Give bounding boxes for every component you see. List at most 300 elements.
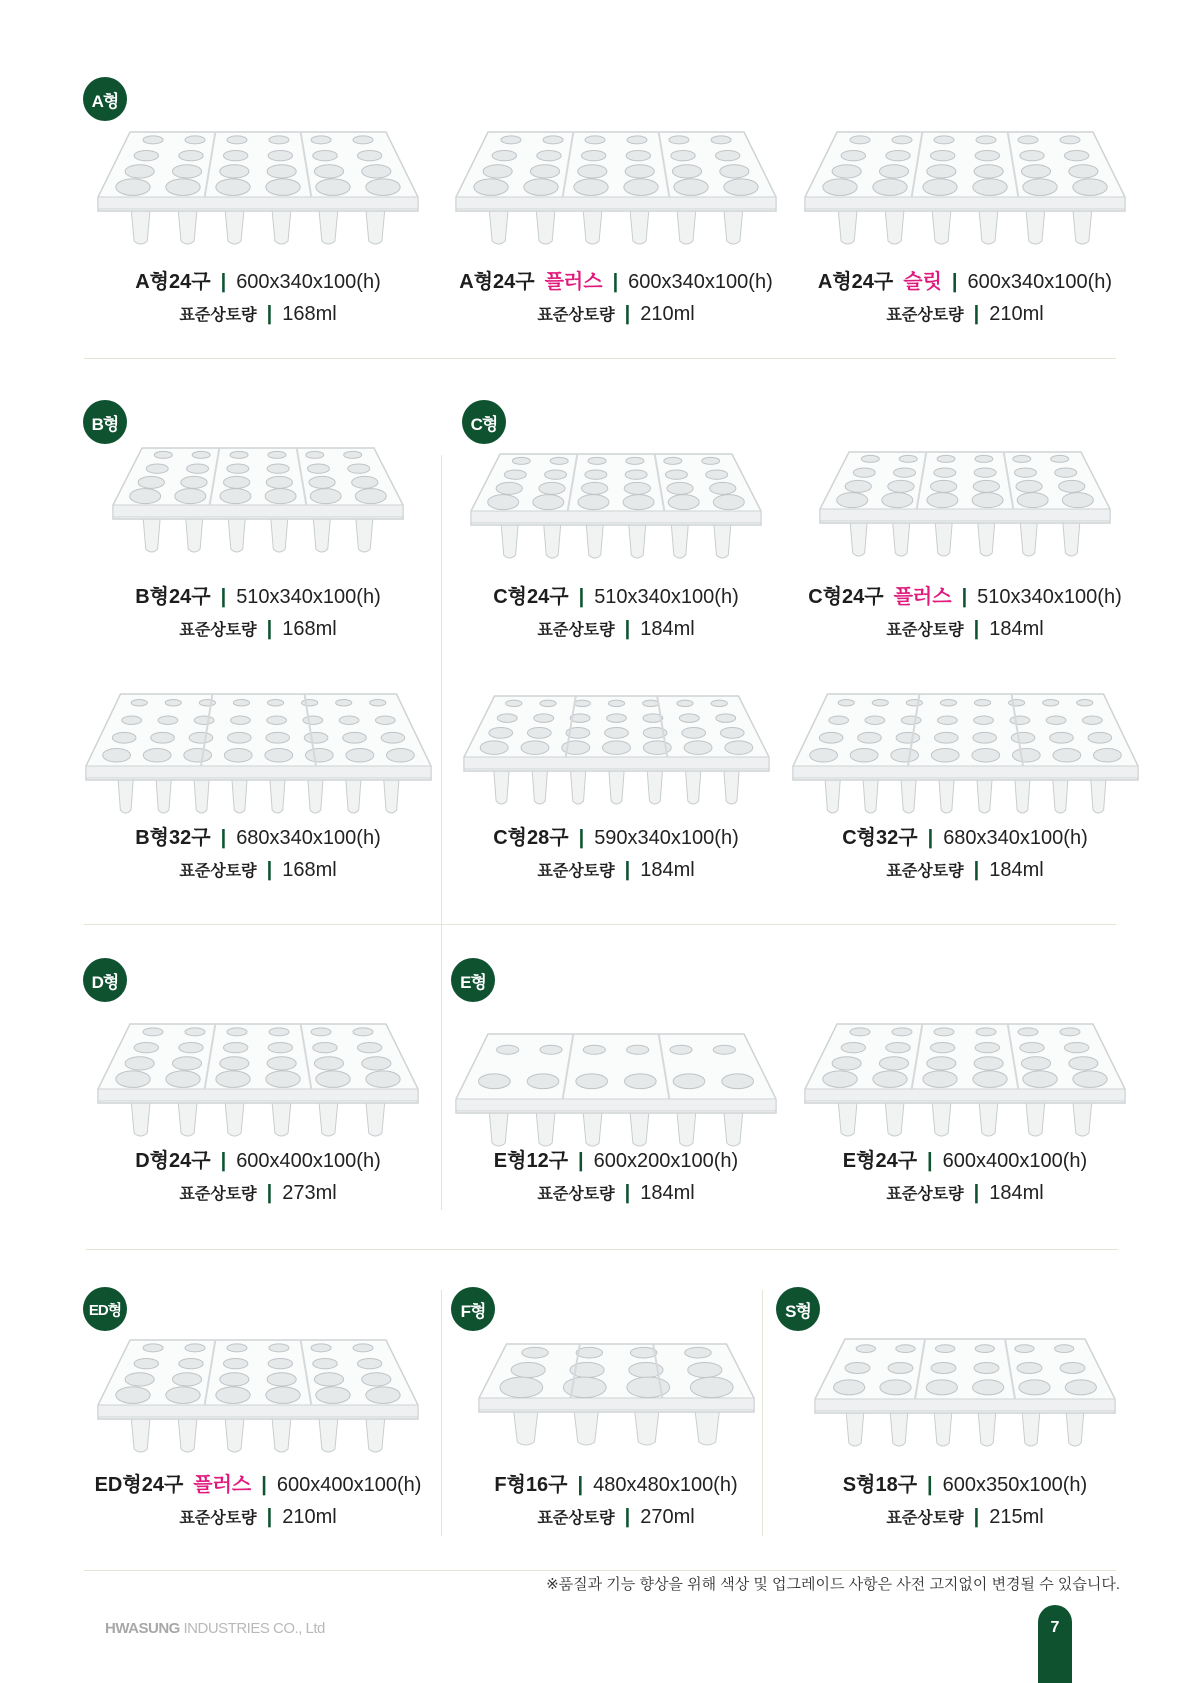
separator: |: [973, 618, 980, 640]
product-name: E형12구: [493, 1150, 569, 1172]
tray-cell: [974, 1363, 999, 1374]
product-name: C형28구: [493, 827, 569, 849]
tray-cell: [227, 1344, 247, 1352]
separator: |: [266, 859, 273, 881]
tray-cell: [934, 732, 958, 743]
tray-cell: [116, 179, 150, 196]
tray-cell: [931, 1363, 956, 1374]
tray-cell: [316, 1071, 350, 1088]
product-dimensions: 600x400x100(h): [236, 1150, 381, 1172]
tray-cell: [216, 1387, 250, 1404]
tray-cell: [185, 1028, 205, 1036]
tray-cell: [720, 727, 744, 738]
tray-cell: [530, 165, 559, 178]
tray-cell: [581, 150, 605, 160]
tray-cell: [533, 495, 564, 510]
product-variant: 플러스: [893, 586, 952, 608]
tray-cell: [563, 1377, 606, 1398]
standard-soil-label: 표준상토량: [886, 622, 964, 639]
tray-cell: [684, 741, 712, 755]
tray-cell: [927, 165, 956, 178]
tray-image: [795, 1020, 1135, 1141]
tray-cell: [266, 476, 292, 488]
tray-cell: [479, 1074, 511, 1089]
tray-cell: [521, 741, 549, 755]
tray-cell: [667, 482, 693, 494]
tray-cell: [125, 1373, 154, 1386]
soil-volume: 210ml: [640, 303, 695, 325]
tray-cell: [342, 732, 366, 743]
tray-rim: [98, 1405, 418, 1417]
tray-cell: [1021, 1057, 1050, 1070]
tray-cell: [702, 457, 720, 464]
separator: |: [973, 1182, 980, 1204]
tray-cell: [166, 179, 200, 196]
tray-cell: [896, 732, 920, 743]
tray-cell: [850, 1028, 870, 1036]
tray-cell: [588, 457, 606, 464]
tray-cell: [896, 1345, 915, 1353]
tray-cell: [267, 165, 296, 178]
product-dimensions: 600x340x100(h): [967, 271, 1113, 293]
tray-cell: [879, 1057, 908, 1070]
tray-image: [805, 1335, 1125, 1451]
tray-cell: [626, 1377, 669, 1398]
tray-cell: [311, 1344, 331, 1352]
tray-cell: [1055, 468, 1077, 477]
tray-cell: [268, 1358, 292, 1368]
tray-cell: [223, 1358, 247, 1368]
tray-cell: [521, 1347, 547, 1358]
tray-cell: [143, 1344, 163, 1352]
tray-cell: [850, 136, 870, 144]
category-badge-s: S형: [776, 1287, 820, 1331]
tray-image: [76, 690, 441, 818]
tray-cell: [314, 165, 343, 178]
category-badge-d: D형: [83, 958, 127, 1002]
tray-cell: [974, 165, 1003, 178]
standard-soil-label: 표준상토량: [886, 1186, 964, 1203]
tray-cell: [369, 700, 385, 706]
tray-cell: [166, 1387, 200, 1404]
tray-cell: [974, 1057, 1003, 1070]
product-dimensions: 600x340x100(h): [628, 271, 773, 293]
standard-soil-label: 표준상토량: [537, 1186, 615, 1203]
tray-rim: [479, 1398, 754, 1410]
tray-cell: [624, 482, 650, 494]
separator: |: [612, 271, 619, 293]
tray-cell: [670, 1045, 692, 1054]
tray-cell: [1062, 493, 1093, 508]
tray-rim: [805, 1089, 1125, 1101]
tray-cell: [681, 727, 705, 738]
tray-rim: [471, 511, 761, 523]
tray-cell: [150, 732, 174, 743]
standard-soil-label: 표준상토량: [537, 1510, 615, 1527]
tray-cell: [366, 1387, 400, 1404]
tray-cell: [1060, 1363, 1085, 1374]
tray-cell: [936, 1345, 955, 1353]
product-spec: [785, 265, 1145, 326]
tray-cell: [353, 136, 373, 144]
tray-cell: [512, 457, 530, 464]
separator: |: [624, 1506, 631, 1528]
tray-cell: [1017, 493, 1048, 508]
soil-volume: 184ml: [640, 1182, 695, 1204]
standard-soil-label: 표준상토량: [537, 307, 615, 324]
separator: |: [624, 1182, 631, 1204]
tray-cell: [934, 468, 956, 477]
soil-volume: 215ml: [989, 1506, 1044, 1528]
product-variant: 플러스: [544, 271, 603, 293]
tray-cell: [1021, 165, 1050, 178]
tray-cell: [172, 165, 201, 178]
tray-cell: [582, 482, 608, 494]
tray-cell: [872, 700, 888, 706]
tray-cell: [974, 700, 990, 706]
tray-cell: [189, 732, 213, 743]
tray-cell: [224, 749, 252, 762]
separator: |: [624, 859, 631, 881]
tray-cell: [899, 455, 917, 462]
tray-cell: [505, 700, 521, 706]
product-name: E형24구: [842, 1150, 918, 1172]
tray-cell: [227, 732, 251, 743]
tray-cell: [720, 165, 749, 178]
tray-cell: [511, 1362, 545, 1377]
tray-cell: [264, 749, 292, 762]
tray-image: [783, 690, 1148, 818]
tray-cell: [265, 489, 296, 504]
page-number: 7: [1038, 1605, 1072, 1683]
separator: |: [973, 859, 980, 881]
tray-cell: [158, 716, 178, 724]
separator: |: [927, 1150, 933, 1172]
tray-cell: [375, 716, 395, 724]
product-spec: [436, 1468, 796, 1529]
tray-cell: [314, 1057, 343, 1070]
separator: |: [266, 618, 273, 640]
standard-soil-label: 표준상토량: [886, 307, 964, 324]
tray-cell: [134, 150, 158, 160]
tray-image: [103, 444, 413, 557]
product-dimensions: 510x340x100(h): [977, 586, 1122, 608]
tray-cell: [304, 732, 328, 743]
tray-cell: [348, 464, 370, 473]
tray-cell: [223, 1042, 247, 1052]
tray-cell: [972, 732, 996, 743]
tray-cell: [199, 700, 215, 706]
tray-cell: [362, 165, 391, 178]
tray-cell: [626, 457, 644, 464]
tray-cell: [973, 716, 993, 724]
product-spec: [78, 265, 438, 326]
tray-cell: [357, 1358, 381, 1368]
tray-cell: [313, 1358, 337, 1368]
standard-soil-label: 표준상토량: [537, 863, 615, 880]
tray-cell: [224, 476, 250, 488]
tray-cell: [355, 489, 386, 504]
tray-cell: [906, 700, 922, 706]
section-divider: [84, 1570, 1116, 1571]
tray-cell: [706, 470, 728, 479]
tray-cell: [630, 1347, 656, 1358]
tray-cell: [671, 150, 695, 160]
tray-cell: [496, 482, 522, 494]
standard-soil-label: 표준상토량: [537, 622, 615, 639]
tray-cell: [1017, 1363, 1042, 1374]
tray-rim: [793, 766, 1138, 778]
tray-cell: [845, 480, 871, 492]
tray-cell: [1082, 716, 1102, 724]
company-footer: [105, 1620, 325, 1637]
tray-cell: [574, 179, 608, 196]
tray-cell: [711, 700, 727, 706]
tray-image: [88, 128, 428, 249]
product-spec: [785, 580, 1145, 641]
tray-cell: [267, 1373, 296, 1386]
tray-cell: [1069, 165, 1098, 178]
tray-cell: [679, 714, 699, 722]
tray-cell: [381, 732, 405, 743]
tray-cell: [480, 741, 508, 755]
tray-cell: [837, 493, 868, 508]
tray-cell: [497, 714, 517, 722]
tray-cell: [1013, 455, 1031, 462]
tray-cell: [1008, 700, 1024, 706]
separator: |: [624, 618, 631, 640]
tray-cell: [386, 749, 414, 762]
tray-cell: [345, 749, 373, 762]
tray-cell: [230, 716, 250, 724]
separator: |: [266, 1506, 273, 1528]
tray-image: [795, 128, 1135, 249]
soil-volume: 210ml: [989, 303, 1044, 325]
tray-cell: [930, 150, 954, 160]
tray-cell: [1055, 1345, 1074, 1353]
tray-cell: [927, 493, 958, 508]
product-name: A형24구: [817, 271, 894, 293]
tray-cell: [353, 1028, 373, 1036]
standard-soil-label: 표준상토량: [179, 307, 257, 324]
separator: |: [973, 303, 980, 325]
separator: |: [973, 1506, 980, 1528]
product-variant: 플러스: [193, 1474, 252, 1496]
product-spec: [436, 265, 796, 326]
product-name: C형24구: [808, 586, 884, 608]
tray-cell: [585, 470, 607, 479]
product-dimensions: 600x340x100(h): [236, 271, 381, 293]
tray-cell: [576, 1074, 608, 1089]
tray-cell: [713, 1045, 735, 1054]
tray-rim: [86, 766, 431, 778]
tray-cell: [809, 749, 837, 762]
tray-cell: [194, 716, 214, 724]
product-spec: [78, 580, 438, 641]
tray-cell: [192, 451, 210, 458]
tray-cell: [1012, 749, 1040, 762]
tray-cell: [608, 700, 624, 706]
tray-cell: [1060, 136, 1080, 144]
tray-cell: [1020, 150, 1044, 160]
tray-cell: [1073, 179, 1107, 196]
tray-cell: [974, 468, 996, 477]
tray-cell: [927, 1057, 956, 1070]
tray-cell: [665, 470, 687, 479]
soil-volume: 168ml: [282, 303, 337, 325]
tray-cell: [121, 716, 141, 724]
tray-cell: [715, 150, 739, 160]
tray-cell: [266, 179, 300, 196]
tray-cell: [353, 1344, 373, 1352]
product-spec: [785, 1144, 1145, 1205]
tray-cell: [861, 455, 879, 462]
tray-cell: [976, 136, 996, 144]
tray-rim: [98, 1089, 418, 1101]
tray-cell: [116, 1387, 150, 1404]
category-badge-f: F형: [451, 1287, 495, 1331]
product-spec: [785, 821, 1145, 882]
tray-cell: [602, 741, 630, 755]
tray-cell: [1018, 1028, 1038, 1036]
product-name: B형32구: [135, 827, 211, 849]
tray-cell: [143, 136, 163, 144]
tray-cell: [1052, 749, 1080, 762]
tray-cell: [269, 136, 289, 144]
tray-cell: [583, 1045, 605, 1054]
tray-cell: [722, 1074, 754, 1089]
standard-soil-label: 표준상토량: [179, 1186, 257, 1203]
tray-cell: [268, 150, 292, 160]
tray-cell: [134, 1358, 158, 1368]
tray-cell: [265, 732, 289, 743]
product-dimensions: 510x340x100(h): [594, 586, 739, 608]
tray-cell: [227, 136, 247, 144]
tray-cell: [664, 457, 682, 464]
tray-cell: [937, 716, 957, 724]
tray-cell: [165, 700, 181, 706]
tray-cell: [873, 1071, 907, 1088]
product-dimensions: 600x400x100(h): [942, 1150, 1088, 1172]
tray-cell: [894, 468, 916, 477]
tray-cell: [533, 714, 553, 722]
tray-cell: [175, 489, 206, 504]
tray-cell: [166, 1071, 200, 1088]
tray-cell: [1018, 136, 1038, 144]
tray-cell: [625, 1074, 657, 1089]
tray-cell: [539, 482, 565, 494]
tray-cell: [352, 476, 378, 488]
product-dimensions: 590x340x100(h): [594, 827, 739, 849]
tray-cell: [366, 179, 400, 196]
tray-cell: [690, 1377, 733, 1398]
tray-cell: [524, 179, 558, 196]
separator: |: [266, 1182, 273, 1204]
tray-cell: [311, 1028, 331, 1036]
soil-volume: 168ml: [282, 618, 337, 640]
tray-cell: [923, 1071, 957, 1088]
product-variant: 슬릿: [903, 271, 942, 293]
tray-cell: [314, 1373, 343, 1386]
tray-cell: [125, 1057, 154, 1070]
tray-cell: [975, 1345, 994, 1353]
tray-cell: [227, 464, 249, 473]
tray-cell: [187, 464, 209, 473]
tray-cell: [973, 1380, 1004, 1395]
product-spec: [436, 1144, 796, 1205]
soil-volume: 184ml: [640, 618, 695, 640]
product-name: C형32구: [842, 827, 918, 849]
tray-cell: [931, 749, 959, 762]
tray-cell: [302, 716, 322, 724]
tray-image: [446, 1030, 786, 1151]
tray-cell: [926, 1380, 957, 1395]
tray-cell: [537, 150, 561, 160]
tray-cell: [1015, 1345, 1034, 1353]
tray-cell: [545, 470, 567, 479]
brand-name: HWASUNG: [105, 1620, 180, 1637]
separator: |: [220, 271, 227, 293]
tray-cell: [668, 495, 699, 510]
tray-cell: [642, 700, 658, 706]
tray-cell: [879, 165, 908, 178]
tray-cell: [216, 1071, 250, 1088]
tray-cell: [841, 1042, 865, 1052]
tray-cell: [715, 714, 735, 722]
tray-cell: [267, 464, 289, 473]
tray-cell: [138, 476, 164, 488]
tray-cell: [976, 1028, 996, 1036]
tray-cell: [1009, 716, 1029, 724]
tray-cell: [1064, 1042, 1088, 1052]
separator: |: [951, 271, 958, 293]
tray-cell: [585, 136, 605, 144]
tray-rim: [98, 197, 418, 209]
tray-cell: [527, 727, 551, 738]
category-badge-c: C형: [462, 400, 506, 444]
tray-cell: [1076, 700, 1092, 706]
tray-cell: [892, 1028, 912, 1036]
tray-cell: [890, 749, 918, 762]
separator: |: [261, 1474, 267, 1496]
tray-cell: [216, 179, 250, 196]
tray-cell: [116, 1071, 150, 1088]
soil-volume: 184ml: [989, 1182, 1044, 1204]
tray-cell: [1011, 732, 1035, 743]
tray-cell: [181, 476, 207, 488]
tray-rim: [820, 509, 1110, 521]
tray-cell: [819, 732, 843, 743]
tray-cell: [604, 727, 628, 738]
tray-cell: [834, 1380, 865, 1395]
tray-cell: [975, 1042, 999, 1052]
product-name: D형24구: [135, 1150, 211, 1172]
tray-cell: [134, 1042, 158, 1052]
tray-cell: [172, 1373, 201, 1386]
standard-soil-label: 표준상토량: [886, 1510, 964, 1527]
product-name: A형24구: [135, 271, 211, 293]
tray-cell: [540, 1045, 562, 1054]
tray-cell: [886, 1042, 910, 1052]
tray-image: [454, 692, 779, 809]
tray-cell: [131, 700, 147, 706]
tray-cell: [973, 1071, 1007, 1088]
tray-cell: [669, 136, 689, 144]
tray-cell: [220, 1373, 249, 1386]
tray-cell: [1051, 455, 1069, 462]
tray-cell: [625, 165, 654, 178]
tray-cell: [269, 1028, 289, 1036]
